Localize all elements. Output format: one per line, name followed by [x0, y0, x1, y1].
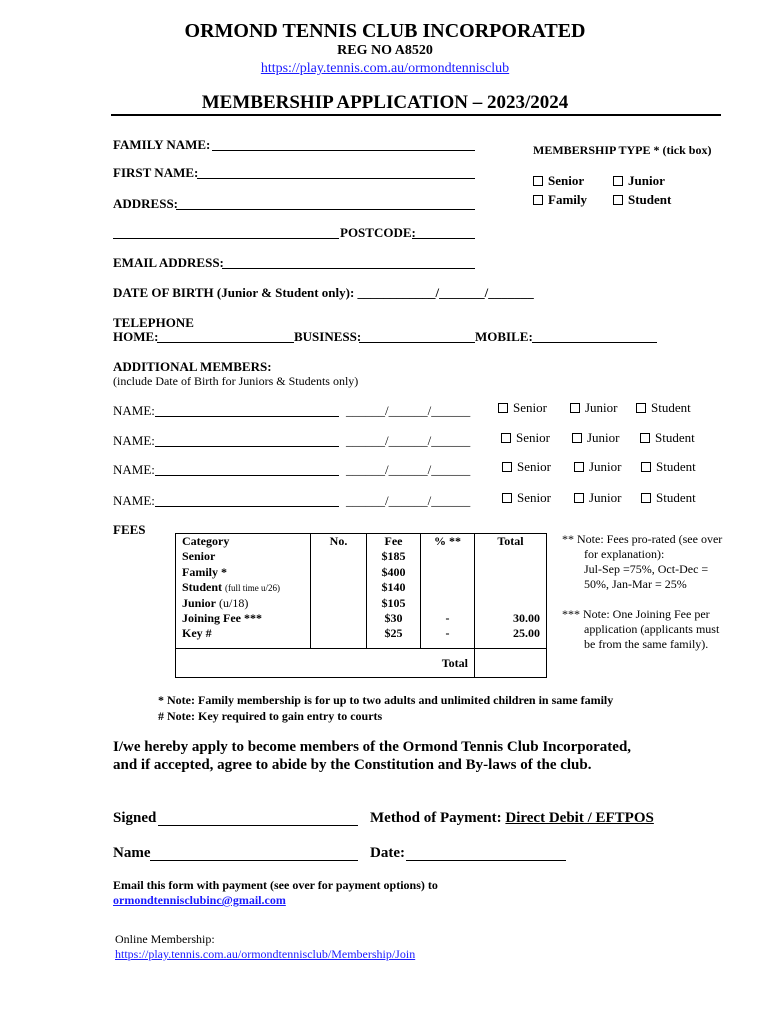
category-student: Student — [182, 580, 223, 595]
prorate-note: ** Note: Fees pro-rated (see over for explanation): Jul-Sep =75%, Oct-Dec = 50%, Jan-Mar = 25% — [562, 532, 723, 591]
total-key: 25.00 — [513, 626, 540, 641]
declaration-line1: I/we hereby apply to become members of the Ormond Tennis Club Incorporated, — [113, 739, 632, 755]
family-name-field[interactable] — [212, 150, 475, 151]
no-header: No. — [329, 534, 348, 548]
checkbox-square[interactable] — [640, 433, 650, 443]
joining-fee-note: *** Note: One Joining Fee per application (applicants must be from the same family). — [562, 607, 720, 651]
checkbox-label: Junior — [589, 490, 622, 505]
no-column[interactable] — [311, 534, 367, 649]
first-name-label: FIRST NAME: — [113, 165, 199, 180]
online-membership-label: Online Membership: — [115, 932, 215, 946]
category-student-note: (full time u/26) — [225, 583, 281, 594]
checkbox-label: Senior — [513, 400, 547, 415]
additional-member-name-label: NAME: — [113, 462, 155, 477]
pct-key: - — [445, 626, 450, 641]
fee-junior: $105 — [381, 595, 406, 610]
additional-member-dob-field[interactable]: ______/______/______ — [346, 462, 471, 477]
checkbox-square[interactable] — [502, 493, 512, 503]
type-student-checkbox[interactable]: Student — [613, 192, 671, 208]
payment-method: Method of Payment: Direct Debit / EFTPOS — [370, 810, 654, 826]
reg-number: REG NO A8520 — [337, 43, 433, 58]
family-note: * Note: Family membership is for up to two adults and unlimited children in same family — [158, 693, 614, 707]
postcode-label: POSTCODE: — [340, 225, 416, 240]
additional-member-name-label: NAME: — [113, 493, 155, 508]
checkbox-square[interactable] — [636, 403, 646, 413]
checkbox-square[interactable] — [570, 403, 580, 413]
grand-total-label: Total — [441, 655, 468, 670]
additional-member-dob-field[interactable]: ______/______/______ — [346, 433, 471, 448]
fee-key: $25 — [384, 626, 403, 641]
additional-members-title: ADDITIONAL MEMBERS: — [113, 359, 272, 374]
title-underline — [111, 114, 721, 116]
address-line2-field[interactable] — [113, 238, 339, 239]
additional-member-type-checkbox[interactable] — [502, 459, 551, 475]
club-title: ORMOND TENNIS CLUB INCORPORATED — [184, 20, 586, 42]
fees-label: FEES — [113, 522, 146, 537]
fee-student: $140 — [381, 580, 406, 595]
additional-members-subtitle: (include Date of Birth for Juniors & Students only) — [113, 374, 359, 388]
additional-member-name-field[interactable] — [155, 506, 339, 507]
type-junior-checkbox[interactable]: Junior — [613, 173, 665, 189]
additional-member-type-checkbox[interactable] — [502, 490, 551, 506]
additional-member-dob-field[interactable]: ______/______/______ — [346, 493, 471, 508]
additional-member-name-label: NAME: — [113, 433, 155, 448]
fee-joining: $30 — [384, 610, 403, 625]
business-label: BUSINESS: — [294, 329, 362, 344]
fee-senior: $185 — [381, 549, 406, 564]
total-header: Total — [497, 534, 524, 548]
mobile-label: MOBILE: — [475, 329, 533, 344]
checkbox-square[interactable] — [641, 493, 651, 503]
first-name-field[interactable] — [197, 178, 475, 179]
category-joining-fee: Joining Fee *** — [182, 610, 262, 625]
additional-member-type-checkbox[interactable] — [574, 490, 622, 506]
pct-header: % ** — [434, 534, 461, 548]
checkbox-label: Junior — [587, 430, 620, 445]
checkbox-square[interactable] — [498, 403, 508, 413]
total-joining: 30.00 — [513, 610, 540, 625]
form-title: MEMBERSHIP APPLICATION – 2023/2024 — [201, 92, 569, 113]
type-senior-checkbox[interactable]: Senior — [533, 173, 584, 189]
checkbox-label: Student — [656, 490, 696, 505]
category-senior: Senior — [182, 549, 216, 564]
additional-member-name-field[interactable] — [155, 416, 339, 417]
additional-member-name-label: NAME: — [113, 403, 155, 418]
checkbox-label: Junior — [589, 459, 622, 474]
category-junior: Junior — [182, 595, 217, 610]
checkbox-square[interactable] — [502, 462, 512, 472]
email-field[interactable] — [222, 268, 475, 269]
family-name-label: FAMILY NAME: — [113, 137, 211, 152]
category-junior-note: (u/18) — [219, 595, 249, 610]
checkbox-square[interactable] — [574, 493, 584, 503]
fee-family: $400 — [381, 564, 406, 579]
additional-member-dob-field[interactable]: ______/______/______ — [346, 403, 471, 418]
dob-field[interactable]: DATE OF BIRTH (Junior & Student only): ____________/_______/_______ — [113, 285, 534, 300]
additional-member-type-checkbox[interactable] — [641, 490, 696, 506]
category-key: Key # — [182, 626, 212, 641]
additional-member-type-checkbox[interactable] — [636, 400, 691, 416]
additional-member-type-checkbox[interactable] — [574, 459, 622, 475]
checkbox-label: Junior — [585, 400, 618, 415]
club-email-link[interactable]: ormondtennisclubinc@gmail.com — [113, 893, 286, 907]
telephone-label: TELEPHONE — [113, 315, 194, 330]
pct-joining: - — [445, 610, 450, 625]
signed-label: Signed — [113, 810, 157, 826]
grand-total-value[interactable] — [475, 649, 547, 678]
additional-member-type-checkbox[interactable] — [501, 430, 550, 446]
checkbox-square[interactable] — [574, 462, 584, 472]
additional-member-type-checkbox[interactable] — [498, 400, 547, 416]
email-label: EMAIL ADDRESS: — [113, 255, 224, 270]
checkbox-label: Student — [656, 459, 696, 474]
business-phone-field[interactable] — [359, 342, 475, 343]
fee-header: Fee — [384, 534, 403, 548]
additional-member-type-checkbox[interactable] — [570, 400, 618, 416]
additional-member-name-field[interactable] — [155, 446, 339, 447]
postcode-field[interactable] — [412, 238, 475, 239]
name-label: Name — [113, 845, 151, 861]
date-label: Date: — [370, 845, 405, 861]
declaration-line2: and if accepted, agree to abide by the Constitution and By-laws of the club. — [113, 757, 592, 773]
checkbox-label: Senior — [517, 490, 551, 505]
category-header: Category — [182, 534, 230, 548]
category-family: Family * — [182, 564, 227, 579]
additional-member-name-field[interactable] — [155, 475, 339, 476]
fees-table — [175, 533, 547, 678]
membership-type-label: MEMBERSHIP TYPE * (tick box) — [533, 143, 712, 157]
online-membership-link[interactable]: https://play.tennis.com.au/ormondtennisclub/Membership/Join — [115, 947, 416, 961]
additional-member-type-checkbox[interactable] — [641, 459, 696, 475]
checkbox-square[interactable] — [641, 462, 651, 472]
key-note: # Note: Key required to gain entry to courts — [158, 709, 383, 723]
club-url[interactable]: https://play.tennis.com.au/ormondtennisclub — [260, 61, 510, 76]
name-field[interactable] — [150, 860, 358, 861]
address-field[interactable] — [176, 209, 475, 210]
checkbox-square[interactable] — [572, 433, 582, 443]
checkbox-label: Senior — [517, 459, 551, 474]
checkbox-square[interactable] — [501, 433, 511, 443]
date-field[interactable] — [406, 860, 566, 861]
checkbox-label: Student — [651, 400, 691, 415]
home-label: HOME: — [113, 329, 159, 344]
home-phone-field[interactable] — [157, 342, 294, 343]
checkbox-label: Student — [655, 430, 695, 445]
additional-member-type-checkbox[interactable] — [640, 430, 695, 446]
mobile-phone-field[interactable] — [532, 342, 657, 343]
email-instruction: Email this form with payment (see over for payment options) to — [113, 878, 438, 892]
type-family-checkbox[interactable]: Family — [533, 192, 587, 208]
address-label: ADDRESS: — [113, 196, 179, 211]
payment-method-value: Direct Debit / EFTPOS — [505, 810, 654, 826]
signature-field[interactable] — [158, 825, 358, 826]
checkbox-label: Senior — [516, 430, 550, 445]
additional-member-type-checkbox[interactable] — [572, 430, 620, 446]
